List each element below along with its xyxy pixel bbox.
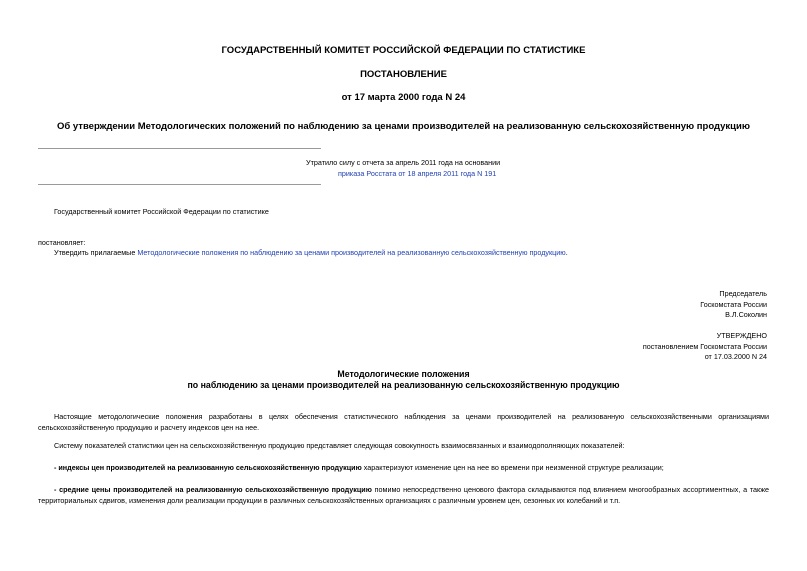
document-type: ПОСТАНОВЛЕНИЕ xyxy=(360,69,447,80)
section-title: Методологические положения xyxy=(337,369,470,379)
notice-link[interactable]: приказа Росстата от 18 апреля 2011 года N 191 xyxy=(338,169,497,178)
section-subtitle: по наблюдению за ценами производителей на реализованную сельскохозяйственную продукцию xyxy=(187,380,620,390)
methodology-link[interactable]: Методологические положения по наблюдению за ценами производителей на реализованную сельскохозяйственную продукцию xyxy=(137,248,566,257)
approval-date: от 17.03.2000 N 24 xyxy=(704,352,767,361)
paragraph-2: Систему показателей статистики цен на сельскохозяйственную продукцию представляет следующая совокупность взаимосвязанных и взаимодополняющих показателей: xyxy=(54,441,625,450)
notice-top-rule xyxy=(38,148,321,149)
paragraph-1: Настоящие методологические положения разработаны в целях обеспечения статистического наблюдения за ценами производителей на реализованную сельскохозяйственными организациями сельскохозяйственную продукцию и расчету индексов цен на нее. xyxy=(38,412,769,432)
paragraph-3-term: - индексы цен производителей на реализованную сельскохозяйственную продукцию xyxy=(54,463,362,472)
approval-label: УТВЕРЖДЕНО xyxy=(716,331,767,340)
notice-text: Утратило силу с отчета за апрель 2011 года на основании xyxy=(306,158,501,167)
document-subject: Об утверждении Методологических положений по наблюдению за ценами производителей на реализованную сельскохозяйственную продукцию xyxy=(57,121,750,132)
resolves-text: постановляет: xyxy=(38,238,86,247)
approve-line xyxy=(54,248,568,258)
paragraph-4-text: помимо непосредственно ценового фактора складываются под влиянием многообразных ассортиментных, а также территориальных сдвигов, изменения доли реализации продукции в различных сельскохозяйственных организациях с различным уровнем цен, сезонных их колебаний и т.п. xyxy=(38,485,769,505)
issuing-organization: ГОСУДАРСТВЕННЫЙ КОМИТЕТ РОССИЙСКОЙ ФЕДЕРАЦИИ ПО СТАТИСТИКЕ xyxy=(221,45,586,56)
document-date-number: от 17 марта 2000 года N 24 xyxy=(341,92,466,103)
paragraph-4 xyxy=(38,485,769,506)
approval-by: постановлением Госкомстата России xyxy=(642,341,767,351)
paragraph-3 xyxy=(38,463,769,474)
signature-role: Председатель xyxy=(719,289,767,298)
signature-block xyxy=(700,289,767,321)
approval-block xyxy=(643,331,767,363)
approve-prefix: Утвердить прилагаемые xyxy=(54,248,138,257)
paragraph-4-term: - средние цены производителей на реализованную сельскохозяйственную продукцию xyxy=(54,485,372,494)
signature-name: В.Л.Соколин xyxy=(725,310,767,319)
paragraph-3-text: характеризуют изменение цен на нее во времени при неизменной структуре реализации; xyxy=(361,463,664,472)
issuer-text: Государственный комитет Российской Федерации по статистике xyxy=(54,207,269,216)
approve-suffix: . xyxy=(565,248,568,257)
signature-org: Госкомстата России xyxy=(700,299,767,309)
notice-bottom-rule xyxy=(38,184,321,185)
